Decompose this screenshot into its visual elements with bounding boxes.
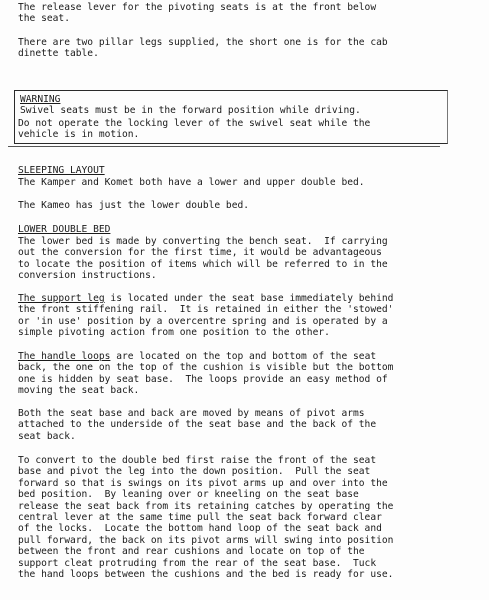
sleeping-layout-heading: SLEEPING LAYOUT xyxy=(18,165,105,176)
warning-title: WARNING xyxy=(20,94,61,105)
support-leg-paragraph xyxy=(18,293,480,339)
lower-bed-heading: LOWER DOUBLE BED xyxy=(18,224,111,235)
handle-loops-paragraph xyxy=(18,351,480,397)
pivot-arms-paragraph: Both the seat base and back are moved by means of pivot arms attached to the underside of the seat base and the back of the seat back. xyxy=(18,408,377,442)
warning-line-locking: Do not operate the locking lever of the swivel seat while the vehicle is in motion. xyxy=(18,118,371,141)
conversion-paragraph: To convert to the double bed first raise the front of the seat base and pivot the leg into the down position. Pull the seat forward so that is swings on its pivot arms up and over into the bed position. By leaning over or kneeling on the seat base release the seat back from its retaining catches by operating the central lever at the same time pull the seat back forward clear of the locks. Locate the bottom hand loop of the seat back and pull forward, the back on its pivot arms will swing into position between the front and rear cushions and locate on top of the support cleat protruding from the rear of the seat base. Tuck the hand loops between the cushions and the bed is ready for use. xyxy=(18,455,394,581)
lower-bed-text: The lower bed is made by converting the bench seat. If carrying out the conversion for the first time, it would be advantageous to locate the position of items which will be referred to in the conversion instructions. xyxy=(18,236,388,282)
warning-line-driving: Swivel seats must be in the forward position while driving. xyxy=(20,105,361,117)
support-leg-text: is located under the seat base immediately behind the front stiffening rail. It is retained in either the 'stowed' or 'in use' position by a overcentre spring and is operated by a simple pivoting action from one position to the other. xyxy=(18,293,394,339)
support-leg-lead: The support leg xyxy=(18,293,105,304)
release-lever-paragraph: The release lever for the pivoting seats is at the front below the seat. xyxy=(18,2,377,25)
kameo-text: The Kameo has just the lower double bed. xyxy=(18,200,250,211)
pillar-legs-paragraph: There are two pillar legs supplied, the short one is for the cab dinette table. xyxy=(18,37,388,60)
handle-loops-text: are located on the top and bottom of the seat back, the one on the top of the cushion is visible but the bottom one is hidden by seat base. The loops provide an easy method of moving the seat back. xyxy=(18,351,394,397)
handle-loops-lead: The handle loops xyxy=(18,351,111,362)
sleeping-layout-text: The Kamper and Komet both have a lower and upper double bed. xyxy=(18,177,365,188)
warning-bottom-rule xyxy=(8,146,440,147)
